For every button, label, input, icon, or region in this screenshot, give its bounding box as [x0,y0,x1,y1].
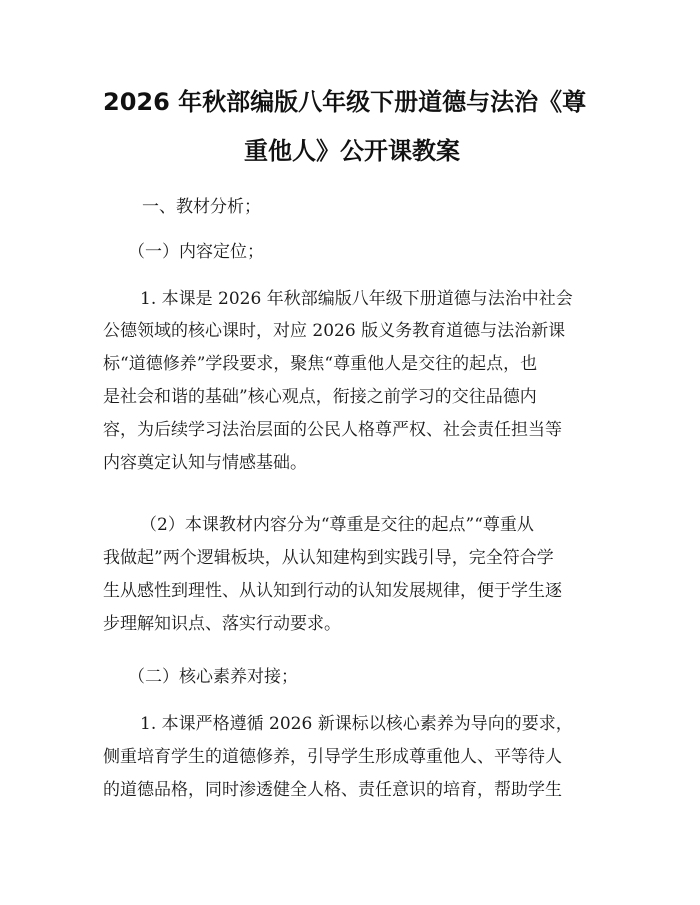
paragraph-line: 标“道德修养”学段要求，聚焦“尊重他人是交往的起点，也 [103,354,538,374]
paragraph-line: 步理解知识点、落实行动要求。 [103,614,341,634]
paragraph-line: （2）本课教材内容分为“尊重是交往的起点”“尊重从 [140,515,534,535]
paragraph-line: 是社会和谐的基础”核心观点，衔接之前学习的交往品德内 [103,387,537,407]
paragraph-line: 容，为后续学习法治层面的公民人格尊严权、社会责任担当等 [103,420,562,440]
paragraph-line: 1. 本课是 2026 年秋部编版八年级下册道德与法治中社会 [140,289,573,309]
section-heading-materials-analysis: 一、教材分析； [142,197,261,217]
document-title-line-1: 2026 年秋部编版八年级下册道德与法治《尊 [103,88,587,116]
paragraph-line: 内容奠定认知与情感基础。 [103,453,307,473]
document-title-line-2: 重他人》公开课教案 [244,137,460,165]
paragraph-line: 我做起”两个逻辑板块，从认知建构到实践引导，完全符合学 [103,548,554,568]
paragraph-line: 生从感性到理性、从认知到行动的认知发展规律，便于学生逐 [103,581,562,601]
subsection-heading-core-literacy: （二）核心素养对接； [128,667,298,687]
paragraph-line: 侧重培育学生的道德修养，引导学生形成尊重他人、平等待人 [103,747,562,767]
paragraph-line: 的道德品格，同时渗透健全人格、责任意识的培育，帮助学生 [103,780,562,800]
paragraph-line: 1. 本课严格遵循 2026 新课标以核心素养为导向的要求， [140,714,573,734]
subsection-heading-content-positioning: （一）内容定位； [128,242,264,262]
paragraph-line: 公德领域的核心课时，对应 2026 版义务教育道德与法治新课 [103,321,566,341]
